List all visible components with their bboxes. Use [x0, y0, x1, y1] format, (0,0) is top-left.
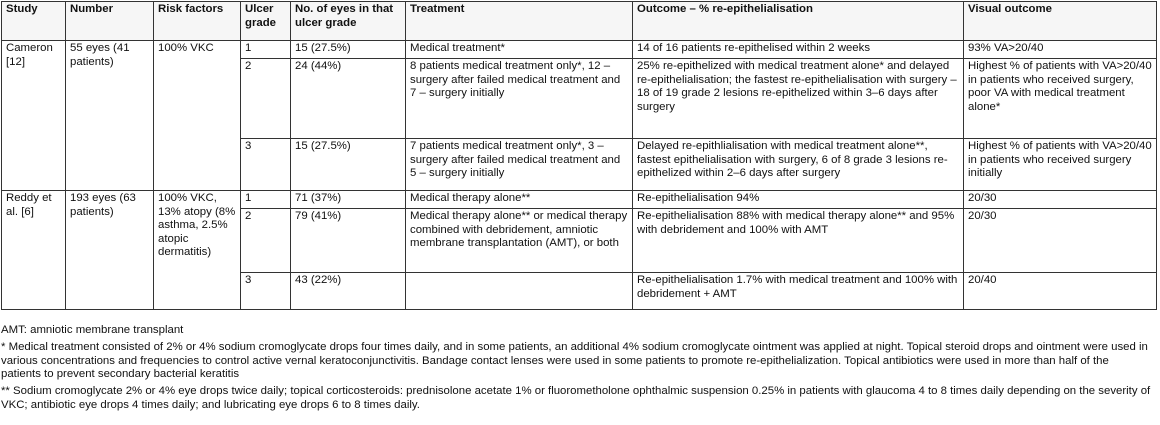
footnote-single-asterisk: * Medical treatment consisted of 2% or 4% sodium cromoglycate drops four times daily, and in some patients, an additional 4% sodium cromoglycate ointment was applied at night. Topical steroid drops and ointment were used in various concentrations and frequencies to control active vernal keratoconjunctivitis. Bandage contact lenses were used in some patients to promote re-epithelialization. Topical antibiotics were used in more than half of the patients to prevent secondary bacterial keratitis: [1, 341, 1148, 380]
outcome-cell: Re-epithelialisation 88% with medical therapy alone** and 95% with debridement and 100% with AMT: [633, 209, 964, 273]
number-cell: 55 eyes (41 patients): [66, 41, 154, 191]
risk-factors-cell: 100% VKC: [154, 41, 241, 191]
grade-cell: 2: [241, 209, 291, 273]
study-cell: Reddy et al. [6]: [2, 191, 66, 310]
header-risk-factors: Risk factors: [154, 2, 241, 41]
visual-outcome-cell: 20/30: [964, 191, 1157, 209]
header-no-of-eyes: No. of eyes in that ulcer grade: [291, 2, 406, 41]
treatment-cell: Medical therapy alone**: [406, 191, 633, 209]
outcome-cell: 14 of 16 patients re-epithelised within 2 weeks: [633, 41, 964, 59]
footnote-amt: AMT: amniotic membrane transplant: [1, 324, 184, 336]
risk-factors-cell: 100% VKC, 13% atopy (8% asthma, 2.5% atopic dermatitis): [154, 191, 241, 310]
header-study: Study: [2, 2, 66, 41]
eyes-cell: 71 (37%): [291, 191, 406, 209]
header-ulcer-grade: Ulcer grade: [241, 2, 291, 41]
grade-cell: 1: [241, 191, 291, 209]
header-outcome: Outcome – % re-epithelialisation: [633, 2, 964, 41]
treatment-cell: 8 patients medical treatment only*, 12 – surgery after failed medical treatment and 7 – surgery initially: [406, 59, 633, 139]
grade-cell: 2: [241, 59, 291, 139]
grade-cell: 3: [241, 273, 291, 310]
treatment-cell: Medical treatment*: [406, 41, 633, 59]
treatment-cell: Medical therapy alone** or medical therapy combined with debridement, amniotic membrane transplantation (AMT), or both: [406, 209, 633, 273]
grade-cell: 3: [241, 139, 291, 191]
eyes-cell: 15 (27.5%): [291, 139, 406, 191]
header-row: [2, 2, 1157, 41]
outcome-cell: Delayed re-epithlialisation with medical treatment alone**, fastest epithelialisation with surgery, 6 of 8 grade 3 lesions re-epithelized within 2–6 days after surgery: [633, 139, 964, 191]
eyes-cell: 79 (41%): [291, 209, 406, 273]
footnote-double-asterisk: ** Sodium cromoglycate 2% or 4% eye drops twice daily; topical corticosteroids: prednisolone acetate 1% or fluorometholone ophthalmic suspension 0.25% in patients with glaucoma 4 to 8 times daily depending on the severity of VKC; antibiotic eye drops 4 times daily; and lubricating eye drops 6 to 8 times daily.: [1, 385, 1151, 411]
outcome-cell: 25% re-epithelized with medical treatment alone* and delayed re-epithelialisation; the fastest re-epithelialisation with surgery – 18 of 19 grade 2 lesions re-epithelized within 3–6 days after surgery: [633, 59, 964, 139]
header-visual-outcome: Visual outcome: [964, 2, 1157, 41]
visual-outcome-cell: 20/40: [964, 273, 1157, 310]
outcome-cell: Re-epithelialisation 94%: [633, 191, 964, 209]
number-cell: 193 eyes (63 patients): [66, 191, 154, 310]
treatment-cell: [406, 273, 633, 310]
visual-outcome-cell: Highest % of patients with VA>20/40 in patients who received surgery initially: [964, 139, 1157, 191]
visual-outcome-cell: 93% VA>20/40: [964, 41, 1157, 59]
header-treatment: Treatment: [406, 2, 633, 41]
eyes-cell: 24 (44%): [291, 59, 406, 139]
grade-cell: 1: [241, 41, 291, 59]
eyes-cell: 15 (27.5%): [291, 41, 406, 59]
header-number: Number: [66, 2, 154, 41]
outcome-cell: Re-epithelialisation 1.7% with medical treatment and 100% with debridement + AMT: [633, 273, 964, 310]
visual-outcome-cell: 20/30: [964, 209, 1157, 273]
eyes-cell: 43 (22%): [291, 273, 406, 310]
visual-outcome-cell: Highest % of patients with VA>20/40 in patients who received surgery, poor VA with medical treatment alone*: [964, 59, 1157, 139]
study-cell: Cameron [12]: [2, 41, 66, 191]
table-row: [2, 41, 1157, 59]
treatment-cell: 7 patients medical treatment only*, 3 – surgery after failed medical treatment and 5 – surgery initially: [406, 139, 633, 191]
table-row: [2, 191, 1157, 209]
study-table: [1, 1, 1157, 310]
